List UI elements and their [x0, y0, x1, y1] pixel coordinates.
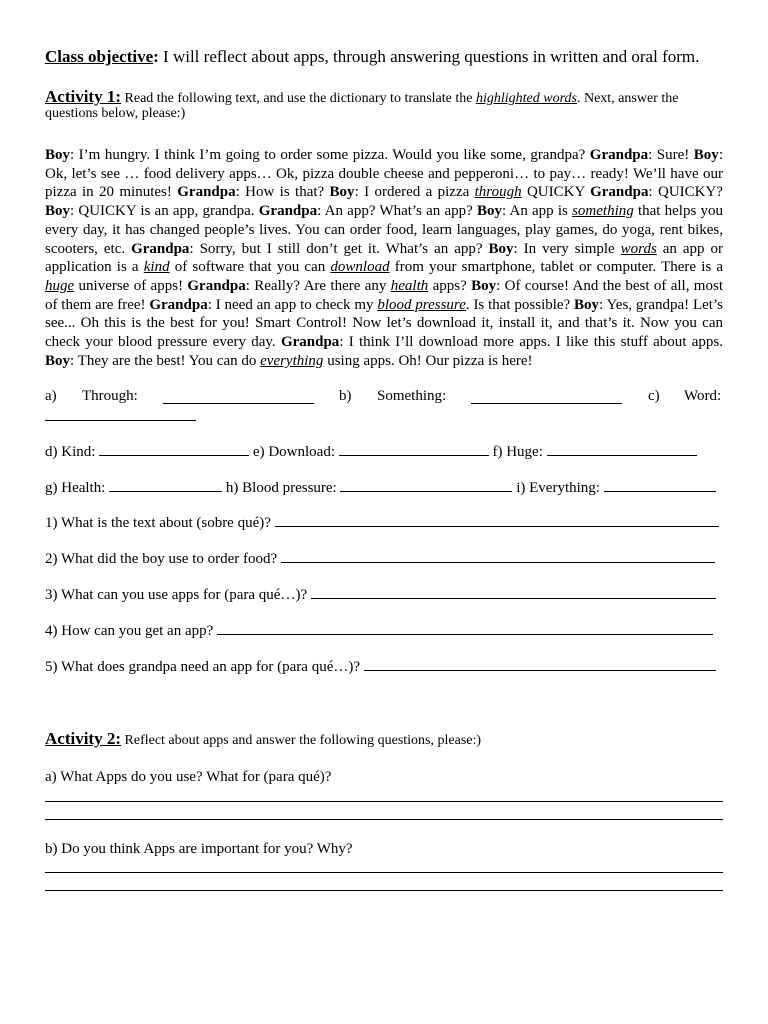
story-paragraph	[45, 146, 723, 370]
question-2	[45, 549, 715, 568]
highlighted-word-something: something	[572, 203, 634, 220]
activity2-answer-line-b2[interactable]	[45, 890, 723, 891]
speaker-boy: Boy	[693, 147, 719, 163]
story-text: : QUICKY?	[648, 184, 723, 201]
activity2-question-a: a) What Apps do you use? What for (para qué)?	[45, 769, 332, 785]
activity2-answer-line-a1[interactable]	[45, 801, 723, 802]
class-objective-text: I will reflect about apps, through answering questions in written and oral form.	[158, 47, 700, 66]
question-5-text: 5) What does grandpa need an app for (para qué…)?	[45, 659, 360, 675]
story-text: QUICKY	[521, 184, 591, 201]
activity1-intro-text-a: Read the following text, and use the dictionary to translate the	[121, 91, 476, 106]
vocab-f-label: f) Huge:	[492, 444, 543, 460]
speaker-grandpa: Grandpa	[590, 184, 649, 201]
vocab-d-label: d) Kind:	[45, 444, 96, 460]
vocab-i-label: i) Everything:	[516, 480, 600, 496]
vocab-row-def	[45, 442, 697, 461]
vocab-b-letter: b)	[339, 388, 352, 404]
story-text: an app or application is a	[45, 240, 723, 276]
question-1-text: 1) What is the text about (sobre qué)?	[45, 515, 271, 531]
question-2-answer-line[interactable]	[281, 549, 715, 563]
answer-blank-f[interactable]	[547, 442, 697, 456]
vocab-g-label: g) Health:	[45, 480, 106, 496]
story-text: : I need an app to check my	[207, 296, 378, 313]
highlighted-word-health: health	[390, 277, 429, 294]
story-text: apps?	[428, 277, 472, 294]
question-1	[45, 513, 719, 532]
answer-blank-h[interactable]	[340, 478, 512, 492]
highlighted-word-everything: everything	[260, 352, 324, 369]
speaker-boy: Boy	[45, 203, 71, 220]
class-objective-colon: :	[153, 47, 159, 66]
vocab-a-word: Through:	[82, 388, 138, 404]
class-objective	[45, 47, 699, 67]
story-text: : An app is	[501, 203, 573, 220]
story-text: that helps you every day, it has changed people’s lives. You can order food, learn languages, play games, do yoga, rent bikes, scooters, etc.	[45, 203, 723, 257]
speaker-boy: Boy	[476, 203, 502, 220]
speaker-boy: Boy	[471, 277, 497, 294]
question-1-answer-line[interactable]	[275, 513, 719, 527]
vocab-b-word: Something:	[377, 388, 447, 404]
answer-blank-d[interactable]	[99, 442, 249, 456]
question-4-text: 4) How can you get an app?	[45, 623, 214, 639]
activity1-intro-line2: questions below, please:)	[45, 106, 186, 121]
question-3-answer-line[interactable]	[311, 585, 716, 599]
story-text: : Of course! And the best of all, most of them are free!	[45, 277, 723, 313]
highlighted-word-download: download	[330, 259, 390, 276]
story-text: : I’m hungry. I think I’m going to order some pizza. Would you like some, grandpa?	[70, 147, 590, 163]
speaker-boy: Boy	[574, 296, 600, 313]
activity1-intro-highlight: highlighted words	[475, 91, 577, 106]
answer-blank-b[interactable]	[471, 390, 622, 404]
question-3-text: 3) What can you use apps for (para qué…)?	[45, 587, 308, 603]
story-text: : Really? Are there any	[245, 277, 391, 294]
answer-blank-c[interactable]	[45, 407, 196, 421]
answer-blank-g[interactable]	[109, 478, 222, 492]
highlighted-word-huge: huge	[45, 277, 75, 294]
activity1-intro	[45, 87, 723, 122]
highlighted-word-kind: kind	[143, 259, 170, 276]
question-4	[45, 621, 713, 640]
story-text: : I think I’ll download more apps. I like this stuff about apps.	[339, 334, 723, 351]
story-text: : How is that?	[235, 184, 330, 201]
activity1-intro-text-b: . Next, answer the	[576, 91, 679, 106]
activity2-answer-line-b1[interactable]	[45, 872, 723, 873]
highlighted-word-blood-pressure: blood pressure	[377, 296, 466, 313]
answer-blank-i[interactable]	[604, 478, 716, 492]
highlighted-word-through: through	[474, 184, 522, 201]
speaker-grandpa: Grandpa	[187, 277, 246, 294]
story-text: : Ok, let’s see … food delivery apps… Ok, pizza double cheese and pepperoni… to pay… ready! We’ll have our pizza in 20 minutes!	[45, 147, 723, 201]
story-text: . Is that possible?	[465, 296, 575, 313]
class-objective-label: Class objective	[45, 47, 154, 66]
question-5-answer-line[interactable]	[364, 657, 716, 671]
story-text: : Sorry, but I still don’t get it. What’s an app?	[189, 240, 489, 257]
speaker-boy: Boy	[329, 184, 355, 201]
story-text: : Sure!	[648, 147, 694, 163]
highlighted-word-words: words	[620, 240, 657, 257]
speaker-boy: Boy	[45, 352, 71, 369]
vocab-row-ghi	[45, 478, 716, 497]
speaker-grandpa: Grandpa	[177, 184, 236, 201]
story-text: universe of apps!	[74, 277, 188, 294]
answer-blank-a[interactable]	[163, 390, 314, 404]
speaker-boy: Boy	[488, 240, 514, 257]
speaker-grandpa: Grandpa	[280, 334, 340, 351]
question-2-text: 2) What did the boy use to order food?	[45, 551, 278, 567]
activity2-intro	[45, 729, 481, 749]
vocab-e-label: e) Download:	[252, 444, 335, 460]
story-text: of software that you can	[169, 259, 331, 276]
speaker-grandpa: Grandpa	[149, 296, 208, 313]
story-text: : They are the best! You can do	[70, 352, 261, 369]
question-3	[45, 585, 716, 604]
vocab-h-label: h) Blood pressure:	[225, 480, 337, 496]
speaker-grandpa: Grandpa	[589, 147, 649, 163]
activity2-label: Activity 2:	[45, 729, 122, 748]
question-5	[45, 657, 716, 676]
story-text: : I ordered a pizza	[354, 184, 475, 201]
speaker-boy: Boy	[45, 147, 71, 163]
activity2-intro-text: Reflect about apps and answer the following questions, please:)	[121, 733, 482, 748]
story-text: : QUICKY is an app, grandpa.	[70, 203, 259, 220]
question-4-answer-line[interactable]	[217, 621, 713, 635]
answer-blank-e[interactable]	[339, 442, 489, 456]
activity2-answer-line-a2[interactable]	[45, 819, 723, 820]
activity2-question-b: b) Do you think Apps are important for you? Why?	[45, 841, 353, 857]
vocab-c-letter: c)	[648, 388, 660, 404]
speaker-grandpa: Grandpa	[131, 240, 190, 257]
activity1-label: Activity 1:	[45, 87, 122, 106]
speaker-grandpa: Grandpa	[258, 203, 318, 220]
story-text: using apps. Oh! Our pizza is here!	[323, 352, 533, 369]
vocab-a-letter: a)	[45, 388, 57, 404]
vocab-a	[45, 388, 57, 405]
story-text: : Yes, grandpa! Let’s see... Oh this is the best for you! Smart Control! Now let’s download it, install it, and that’s it. Now you can check your blood pressure every day.	[45, 296, 723, 351]
story-text: : An app? What’s an app?	[317, 203, 477, 220]
story-text: : In very simple	[513, 240, 621, 257]
vocab-c-word: Word:	[684, 388, 722, 404]
story-text: from your smartphone, tablet or computer. There is a	[389, 259, 723, 276]
